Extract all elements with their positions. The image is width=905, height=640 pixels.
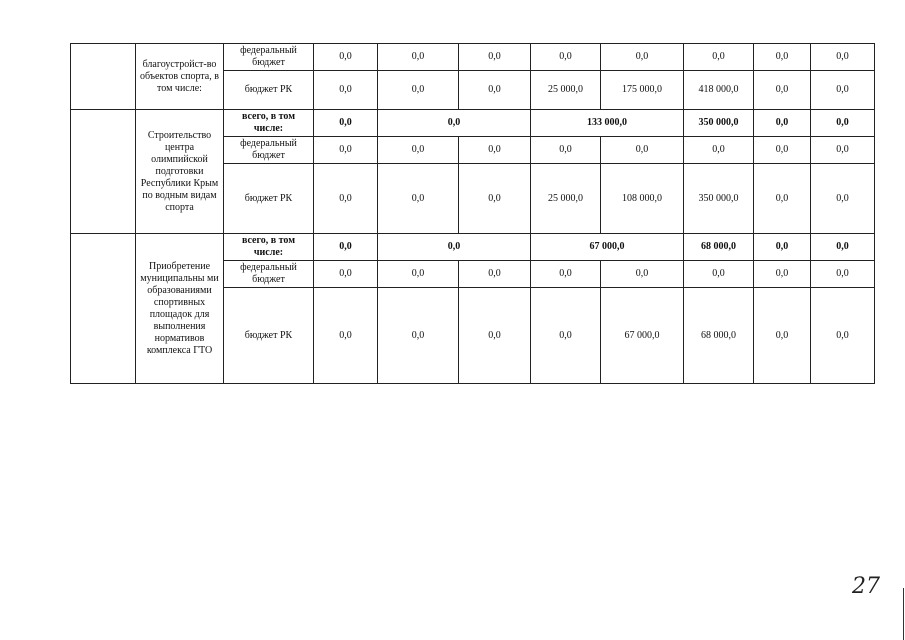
total-value-cell: 0,0 [754, 234, 811, 261]
value-cell: 175 000,0 [601, 71, 684, 110]
value-cell: 0,0 [314, 71, 378, 110]
value-cell: 0,0 [601, 261, 684, 288]
empty-cell [71, 110, 136, 234]
value-cell: 0,0 [459, 137, 531, 164]
program-name-cell: благоустройст-во объектов спорта, в том числе: [136, 44, 224, 110]
total-value-cell: 0,0 [314, 234, 378, 261]
funding-source-cell: бюджет РК [224, 288, 314, 384]
value-cell: 0,0 [754, 71, 811, 110]
value-cell: 0,0 [378, 71, 459, 110]
value-cell: 0,0 [811, 164, 875, 234]
budget-table [70, 43, 875, 384]
value-cell: 0,0 [459, 44, 531, 71]
value-cell: 0,0 [811, 261, 875, 288]
empty-cell [71, 234, 136, 384]
value-cell: 25 000,0 [531, 71, 601, 110]
value-cell: 0,0 [314, 137, 378, 164]
total-value-cell: 133 000,0 [531, 110, 684, 137]
total-value-cell: 0,0 [754, 110, 811, 137]
table-row [71, 44, 875, 71]
value-cell: 0,0 [378, 44, 459, 71]
value-cell: 0,0 [314, 44, 378, 71]
total-value-cell: 350 000,0 [684, 110, 754, 137]
value-cell: 0,0 [684, 261, 754, 288]
value-cell: 0,0 [378, 137, 459, 164]
value-cell: 0,0 [811, 288, 875, 384]
value-cell: 68 000,0 [684, 288, 754, 384]
value-cell: 25 000,0 [531, 164, 601, 234]
value-cell: 0,0 [459, 164, 531, 234]
total-value-cell: 67 000,0 [531, 234, 684, 261]
value-cell: 0,0 [601, 137, 684, 164]
funding-source-cell: бюджет РК [224, 164, 314, 234]
value-cell: 0,0 [314, 288, 378, 384]
page-edge-line [903, 588, 904, 640]
value-cell: 0,0 [754, 164, 811, 234]
total-value-cell: 0,0 [811, 110, 875, 137]
funding-source-cell: бюджет РК [224, 71, 314, 110]
value-cell: 0,0 [531, 288, 601, 384]
value-cell: 0,0 [531, 261, 601, 288]
value-cell: 0,0 [601, 44, 684, 71]
value-cell: 418 000,0 [684, 71, 754, 110]
value-cell: 67 000,0 [601, 288, 684, 384]
total-value-cell: 0,0 [314, 110, 378, 137]
page-number: 27 [852, 574, 880, 599]
value-cell: 108 000,0 [601, 164, 684, 234]
value-cell: 0,0 [378, 288, 459, 384]
value-cell: 0,0 [378, 261, 459, 288]
empty-cell [71, 44, 136, 110]
value-cell: 0,0 [378, 164, 459, 234]
value-cell: 0,0 [811, 44, 875, 71]
table-row [71, 110, 875, 137]
value-cell: 0,0 [754, 44, 811, 71]
funding-source-cell: федеральный бюджет [224, 44, 314, 71]
value-cell: 0,0 [754, 288, 811, 384]
total-value-cell: 0,0 [811, 234, 875, 261]
funding-source-cell: федеральный бюджет [224, 261, 314, 288]
funding-source-cell: всего, в том числе: [224, 110, 314, 137]
value-cell: 350 000,0 [684, 164, 754, 234]
value-cell: 0,0 [459, 71, 531, 110]
total-value-cell: 0,0 [378, 234, 531, 261]
value-cell: 0,0 [811, 71, 875, 110]
value-cell: 0,0 [754, 261, 811, 288]
funding-source-cell: федеральный бюджет [224, 137, 314, 164]
funding-source-cell: всего, в том числе: [224, 234, 314, 261]
value-cell: 0,0 [459, 261, 531, 288]
value-cell: 0,0 [314, 261, 378, 288]
value-cell: 0,0 [684, 137, 754, 164]
program-name-cell: Строительство центра олимпийской подготовки Республики Крым по водным видам спорта [136, 110, 224, 234]
value-cell: 0,0 [811, 137, 875, 164]
total-value-cell: 0,0 [378, 110, 531, 137]
value-cell: 0,0 [459, 288, 531, 384]
total-value-cell: 68 000,0 [684, 234, 754, 261]
value-cell: 0,0 [314, 164, 378, 234]
value-cell: 0,0 [531, 137, 601, 164]
value-cell: 0,0 [684, 44, 754, 71]
table-row [71, 234, 875, 261]
value-cell: 0,0 [754, 137, 811, 164]
program-name-cell: Приобретение муниципальны ми образованиями спортивных площадок для выполнения нормативов комплекса ГТО [136, 234, 224, 384]
value-cell: 0,0 [531, 44, 601, 71]
